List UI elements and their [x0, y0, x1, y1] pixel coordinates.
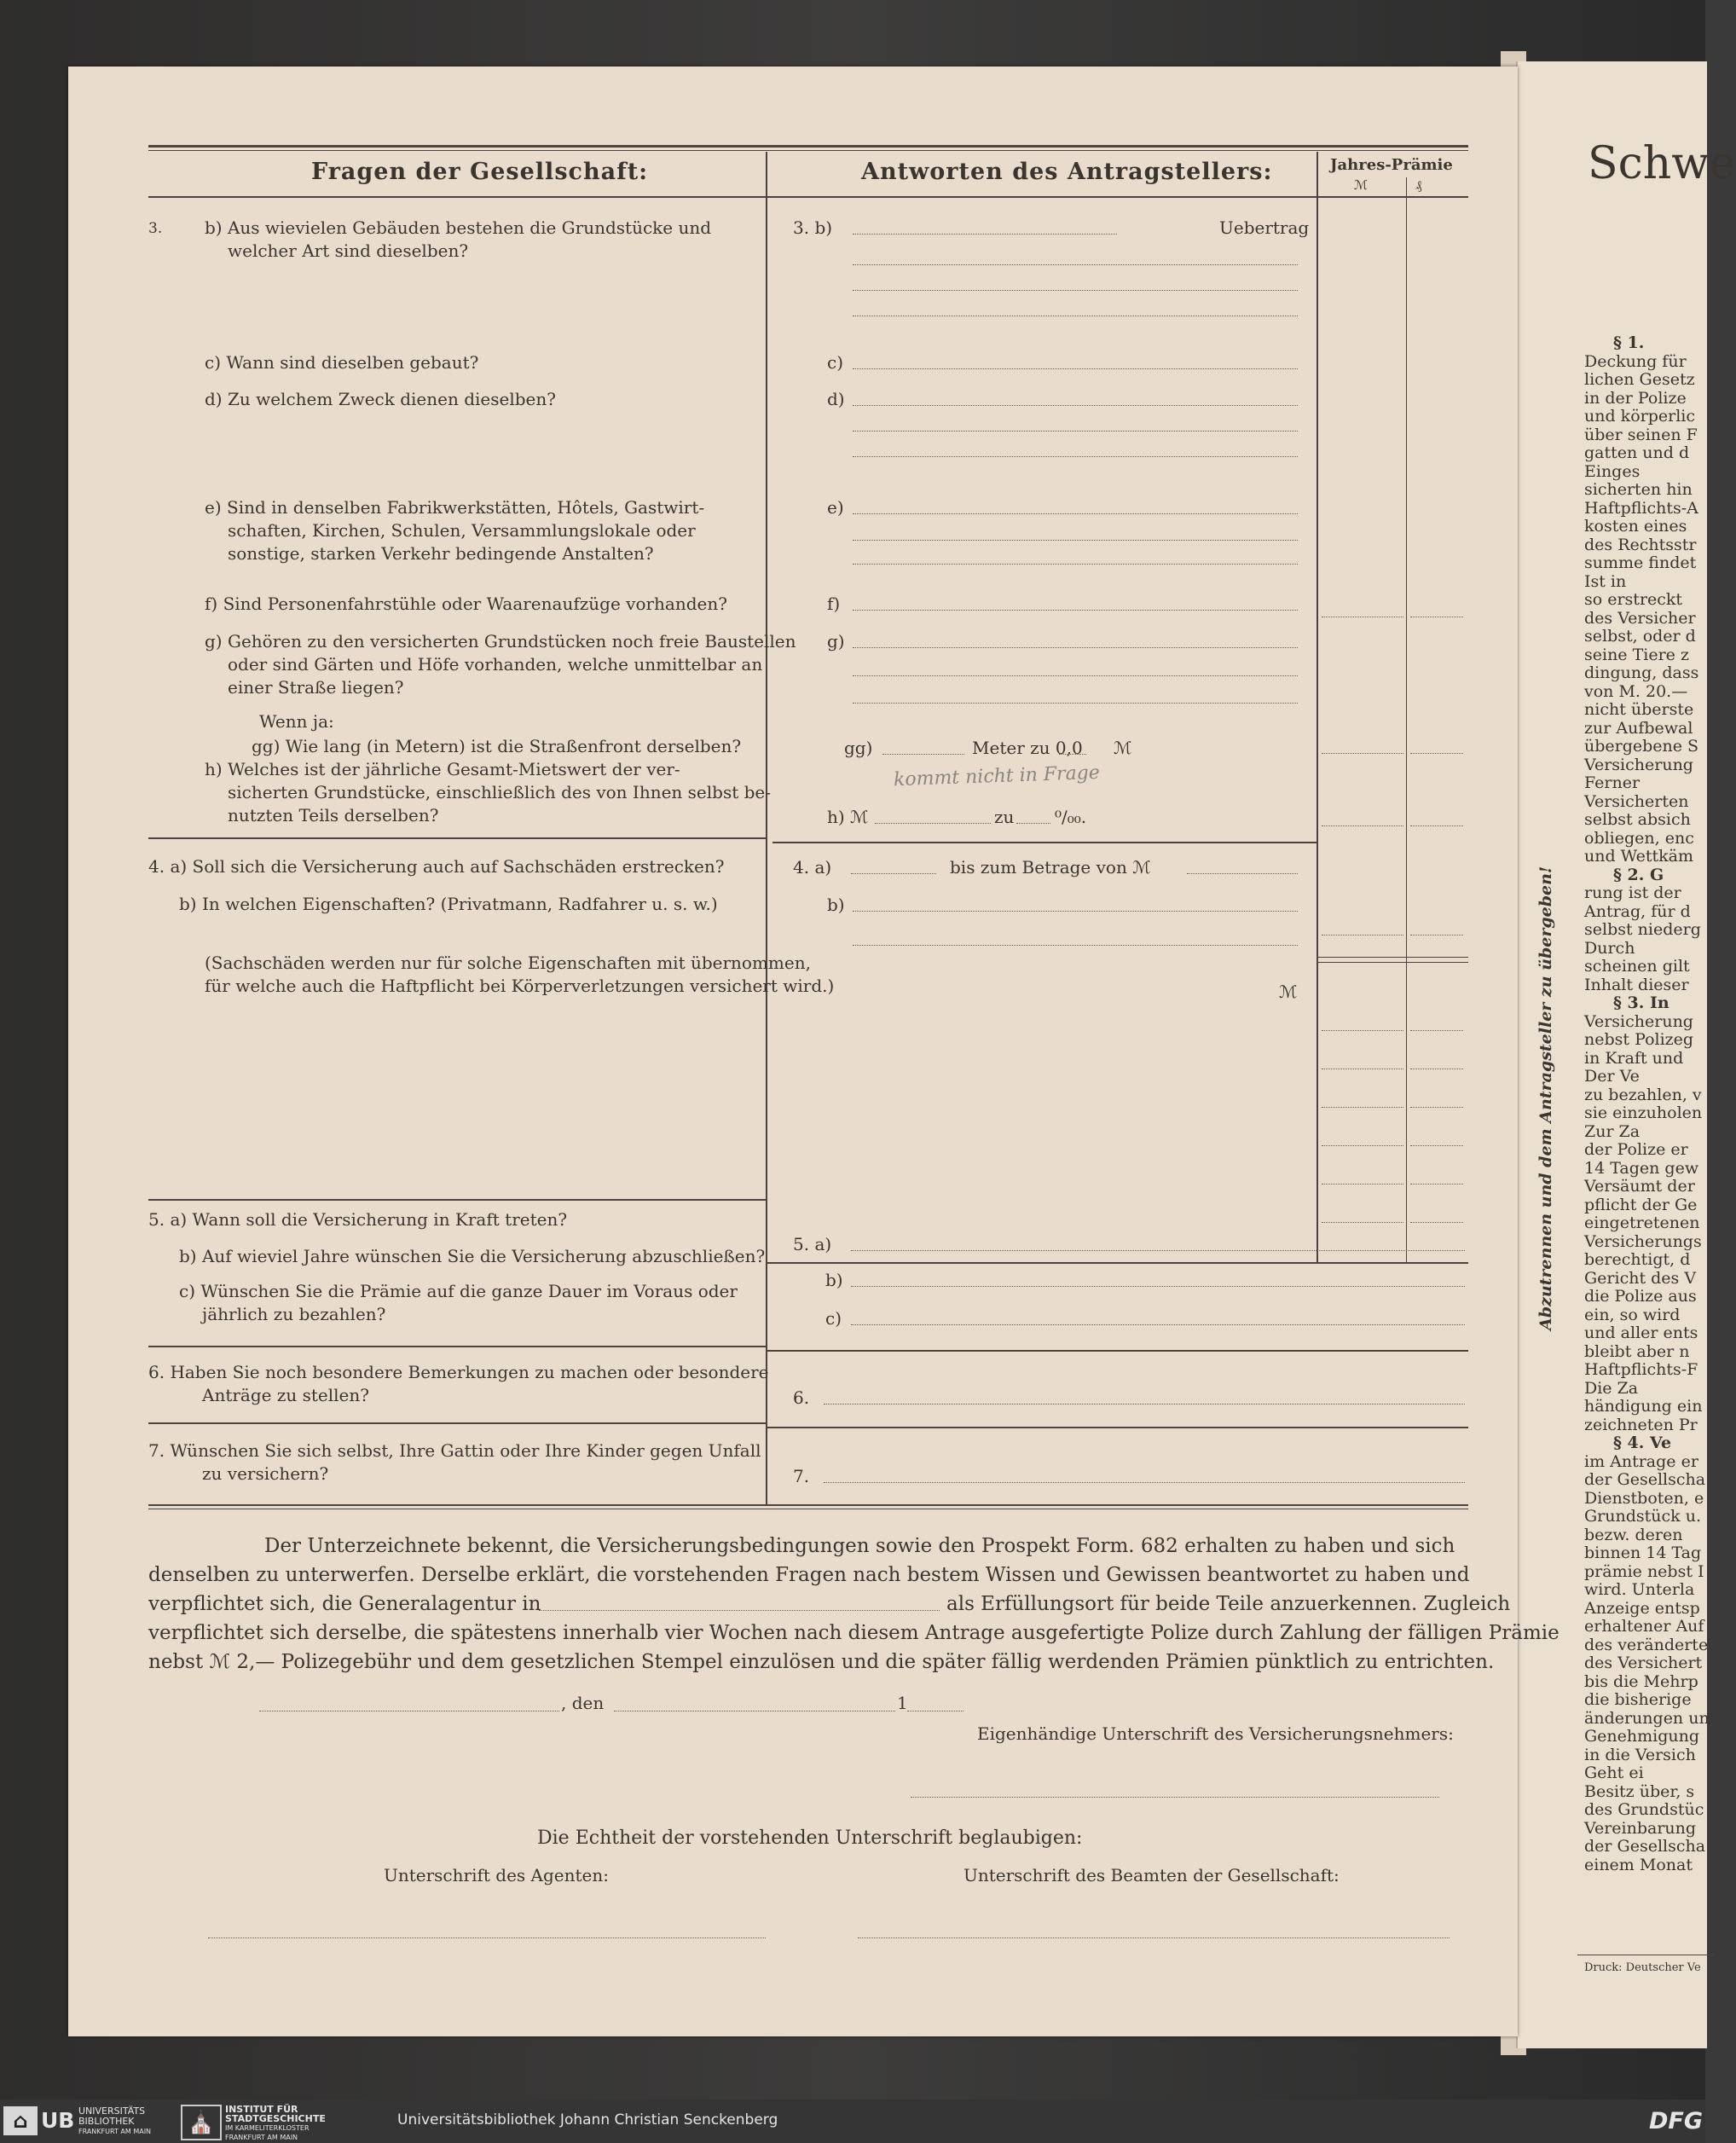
conditions-line: zeichneten Pr	[1584, 1415, 1698, 1434]
conditions-line: händigung ein	[1584, 1397, 1703, 1416]
conditions-line: dingung, dass	[1584, 663, 1699, 682]
declaration-line5: nebst ℳ 2,— Polizegebühr und dem gesetzlichen Stempel einzulösen und die später fällig werdenden Prämien pünktlich zu entrichten.	[148, 1651, 1495, 1673]
agent-signature-label: Unterschrift des Agenten:	[384, 1865, 609, 1885]
declaration-line4: verpflichtet sich derselbe, die spätestens innerhalb vier Wochen nach diesem Antrage ausgefertigte Polize durch Zahlung der fälligen Prämie	[148, 1622, 1560, 1644]
conditions-line: sicherten hin	[1584, 480, 1693, 499]
a3c-field[interactable]	[853, 368, 1298, 369]
conditions-line: in der Polize	[1584, 388, 1687, 408]
conditions-line: Genehmigung	[1584, 1727, 1700, 1746]
conditions-line: prämie nebst I	[1584, 1561, 1704, 1581]
generalagentur-field[interactable]	[539, 1610, 940, 1611]
q3h-line3: nutzten Teils derselben?	[228, 805, 439, 825]
conditions-line: Versicherten	[1584, 791, 1689, 811]
conditions-line: wird. Unterla	[1584, 1580, 1695, 1599]
a7-field[interactable]	[824, 1482, 1465, 1483]
column-divider	[766, 152, 767, 1506]
q3g-line1: g) Gehören zu den versicherten Grundstücken noch freie Baustellen	[205, 631, 796, 652]
conditions-line: rung ist der	[1584, 883, 1681, 902]
conditions-line: § 3. In	[1613, 993, 1669, 1012]
conditions-line: Ferner	[1584, 773, 1641, 792]
conditions-line: nebst Polizeg	[1584, 1030, 1694, 1049]
conditions-line: Ist in	[1584, 571, 1627, 591]
conditions-line: lichen Gesetz	[1584, 370, 1695, 389]
q4-note-line1: (Sachschäden werden nur für solche Eigenschaften mit übernommen,	[205, 953, 811, 973]
a3g-field[interactable]	[853, 647, 1298, 648]
conditions-line: Einges	[1584, 461, 1641, 481]
conditions-line: Haftpflichts-F	[1584, 1360, 1698, 1379]
conditions-line: selbst, oder d	[1584, 627, 1696, 646]
header-questions: Fragen der Gesellschaft:	[311, 159, 649, 185]
a3f-field[interactable]	[853, 610, 1298, 611]
official-signature-label: Unterschrift des Beamten der Gesellschaft:	[963, 1865, 1340, 1885]
conditions-line: Durch	[1584, 938, 1635, 958]
q4b: b) In welchen Eigenschaften? (Privatmann, Radfahrer u. s. w.)	[179, 894, 718, 914]
conditions-line: Versicherungs	[1584, 1231, 1702, 1251]
conditions-line: bis die Mehrp	[1584, 1671, 1698, 1691]
conditions-line: Vereinbarung	[1584, 1818, 1697, 1838]
conditions-line: § 2. G	[1613, 865, 1664, 884]
a3b-label: 3. b)	[793, 217, 833, 238]
year-field[interactable]	[907, 1711, 963, 1712]
q5c-line1: c) Wünschen Sie die Prämie auf die ganze Dauer im Voraus oder	[179, 1281, 738, 1301]
conditions-line: obliegen, enc	[1584, 828, 1694, 848]
conditions-line: zu bezahlen, v	[1584, 1085, 1702, 1104]
declaration-line3a: verpflichtet sich, die Generalagentur in	[148, 1593, 541, 1615]
conditions-line: des veränderte	[1584, 1635, 1709, 1654]
q3b-line2: welcher Art sind dieselben?	[228, 240, 469, 261]
conditions-line: bezw. deren	[1584, 1525, 1683, 1544]
conditions-line: und Wettkäm	[1584, 847, 1694, 866]
own-signature-field[interactable]	[911, 1797, 1439, 1798]
conditions-line: nicht überste	[1584, 700, 1694, 719]
conditions-line: Die Za	[1584, 1378, 1639, 1398]
handwritten-note: kommt nicht in Frage	[893, 762, 1101, 791]
a6-field[interactable]	[824, 1404, 1465, 1405]
conditions-line: selbst niederg	[1584, 920, 1701, 939]
q3c: c) Wann sind dieselben gebaut?	[205, 352, 479, 373]
conditions-line: Haftpflichts-A	[1584, 498, 1698, 518]
conditions-line: der Gesellscha	[1584, 1470, 1706, 1489]
conditions-line: sie einzuholen	[1584, 1103, 1703, 1122]
conditions-title: Schwe	[1588, 138, 1736, 189]
a5b-field[interactable]	[851, 1286, 1465, 1287]
q3gg: gg) Wie lang (in Metern) ist die Straßenfront derselben?	[252, 736, 742, 756]
conditions-line: Versicherung	[1584, 1011, 1693, 1031]
q3e-line1: e) Sind in denselben Fabrikwerkstätten, Hôtels, Gastwirt-	[205, 497, 705, 518]
form-page: Fragen der Gesellschaft: Antworten des Antragstellers: Jahres-Prämie ℳ ₰ 3. b) Aus wievielen Gebäuden bestehen die Grundstücke und welcher Art sind dieselben? c) Wann sind dieselben gebaut? d) Zu welchem Zweck dienen dieselben? e) Sind in denselben Fabrikwerkstätten, Hôtels, Gastwirt- schaften, Kirchen, Schulen, Versammlungslokale oder sonstige, starken Verkehr bedingende Anstalten? f) Sind Personenfahrstühle oder Waarenaufzüge vorhanden? g) Gehören zu den versicherten Grundstücken noch freie Baustellen oder sind Gärten und Höfe vorhanden, welche unmittelbar an einer Straße liegen? Wenn ja: gg) Wie lang (in Metern) ist die Straßenfront derselben? h) Welches ist der jährliche Gesamt-Mietswert der ver- sicherten Grundstücke, einschließlich des von Ihnen selbst be- nutzten Teils derselben? 3. b) Uebertrag c) d) e) f) g) gg) Meter zu 0,0 ℳ kommt nicht in Frage h) ℳ zu ⁰/₀₀. 4. a) Soll sich die Versicherung auch auf Sachschäden erstrecken? b) In welchen Eigenschaften? (Privatmann, Radfahrer u. s. w.) (Sachschäden werden nur für solche Eigenschaften mit übernommen, für welche auch die Haftpflicht bei Körperverletzungen versichert wird.) 4. a) bis zum Betrage von ℳ b) ℳ 5. a) Wann soll die Versicherung in Kraft treten? b) Auf wieviel Jahre wünschen Sie die Versicherung abzuschließen? c) Wünschen Sie die Prämie auf die ganze Dauer im Voraus oder jährlich zu bezahlen? 5. a) b) c) 6. Haben Sie noch besondere Bemerkungen zu machen oder besondere Anträge zu stellen? 6. 7. Wünschen Sie sich selbst, Ihre Gattin oder Ihre Kinder gegen Unfall zu versichern? 7. Der Unterzeichnete bekennt, die Versicherungsbedingungen sowie den Prospekt Form. 682 erhalten zu haben und sich denselben zu unterwerfen. Derselbe erklärt, die vorstehenden Fragen nach bestem Wissen und Gewissen beantwortet zu haben und verpflichtet sich, die Generalagentur in als Erfüllungsort für beide Teile anzuerkennen. Zugleich verpflichtet sich derselbe, die spätestens innerhalb vier Wochen nach diesem Antrage ausgefertigte Polize durch Zahlung der fälligen Prämie nebst ℳ 2,— Polizegebühr und dem gesetzlichen Stempel einzulösen und die später fällig werdenden Prämien pünktlich zu entrichten. , den 1 Eigenhändige Unterschrift des Versicherungsnehmers: Die Echtheit der vorstehenden Unterschrift beglaubigen: Unterschrift des Agenten: Unterschrift des Beamten der Gesellschaft:	[68, 67, 1518, 2036]
a3h-field[interactable]	[875, 823, 991, 824]
conditions-line: pflicht der Ge	[1584, 1195, 1698, 1214]
a3gg-field[interactable]	[882, 754, 964, 755]
conditions-line: in die Versich	[1584, 1745, 1696, 1764]
isg-logo-icon: ⛪	[181, 2105, 222, 2140]
q6-line2: Anträge zu stellen?	[202, 1385, 369, 1405]
q3g-line2: oder sind Gärten und Höfe vorhanden, welche unmittelbar an	[228, 654, 763, 675]
print-note: Druck: Deutscher Ve	[1584, 1961, 1701, 1974]
conditions-line: seine Tiere z	[1584, 645, 1689, 664]
verification-label: Die Echtheit der vorstehenden Unterschrift beglaubigen:	[537, 1827, 1083, 1849]
a5c-field[interactable]	[851, 1324, 1465, 1325]
conditions-line: in Kraft und	[1584, 1048, 1684, 1068]
conditions-line: summe findet	[1584, 553, 1697, 572]
declaration-line2: denselben zu unterwerfen. Derselbe erklärt, die vorstehenden Fragen nach bestem Wissen und Gewissen beantwortet zu haben und	[148, 1564, 1470, 1586]
q3e-line3: sonstige, starken Verkehr bedingende Anstalten?	[228, 543, 654, 564]
q4a: 4. a) Soll sich die Versicherung auch auf Sachschäden erstrecken?	[148, 856, 725, 877]
a3d-field[interactable]	[853, 405, 1298, 406]
ub-logo-icon: ⌂	[3, 2106, 38, 2135]
conditions-line: kosten eines	[1584, 517, 1687, 536]
conditions-line: Inhalt dieser	[1584, 975, 1689, 994]
conditions-line: Zur Za	[1584, 1121, 1641, 1141]
q5b: b) Auf wieviel Jahre wünschen Sie die Versicherung abzuschließen?	[179, 1246, 766, 1266]
q5c-line2: jährlich zu bezahlen?	[202, 1304, 386, 1324]
q4-note-line2: für welche auch die Haftpflicht bei Körperverletzungen versichert wird.)	[205, 976, 835, 996]
conditions-line: im Antrage er	[1584, 1451, 1698, 1471]
conditions-line: Grundstück u.	[1584, 1507, 1701, 1526]
conditions-line: des Versichert	[1584, 1654, 1703, 1672]
conditions-line: und körperlic	[1584, 407, 1695, 426]
q3h-line2: sicherten Grundstücke, einschließlich des von Ihnen selbst be-	[228, 782, 772, 802]
conditions-line: binnen 14 Tag	[1584, 1544, 1702, 1562]
q3h-line1: h) Welches ist der jährliche Gesamt-Mietswert der ver-	[205, 759, 680, 779]
conditions-line: des Versicher	[1584, 608, 1696, 628]
place-field[interactable]	[259, 1711, 559, 1712]
declaration-line1: Der Unterzeichnete bekennt, die Versicherungsbedingungen sowie den Prospekt Form. 682 erhalten zu haben und sich	[264, 1535, 1455, 1557]
a5a-field[interactable]	[851, 1250, 1465, 1251]
a4b-field[interactable]	[853, 911, 1298, 912]
conditions-line: übergebene S	[1584, 737, 1699, 756]
conditions-line: und aller ents	[1584, 1323, 1698, 1342]
q3g-line3: einer Straße liegen?	[228, 677, 404, 698]
library-credit: Universitätsbibliothek Johann Christian Senckenberg	[397, 2111, 778, 2129]
q5a: 5. a) Wann soll die Versicherung in Kraft treten?	[148, 1209, 568, 1230]
conditions-line: von M. 20.—	[1584, 681, 1688, 701]
conditions-line: zur Aufbewal	[1584, 718, 1693, 738]
conditions-line: über seinen F	[1584, 425, 1698, 444]
conditions-line: Geht ei	[1584, 1764, 1644, 1782]
conditions-line: einem Monat	[1584, 1855, 1693, 1874]
a3e-field[interactable]	[853, 513, 1298, 514]
conditions-line: Anzeige entsp	[1584, 1598, 1700, 1618]
q7-line1: 7. Wünschen Sie sich selbst, Ihre Gattin oder Ihre Kinder gegen Unfall	[148, 1440, 761, 1461]
conditions-line: eingetretenen	[1584, 1213, 1700, 1232]
conditions-line: erhaltener Auf	[1584, 1617, 1704, 1636]
conditions-line: Deckung für	[1584, 351, 1687, 371]
conditions-line: gatten und d	[1584, 443, 1690, 462]
q3f: f) Sind Personenfahrstühle oder Waarenaufzüge vorhanden?	[205, 594, 727, 614]
conditions-line: so erstreckt	[1584, 590, 1683, 609]
conditions-line: ein, so wird	[1584, 1305, 1681, 1324]
q3b-line1: b) Aus wievielen Gebäuden bestehen die Grundstücke und	[205, 217, 712, 238]
a3b-field[interactable]	[853, 234, 1117, 235]
conditions-line: änderungen un	[1584, 1708, 1710, 1728]
conditions-line: 14 Tagen gew	[1584, 1158, 1699, 1178]
q3-wenn-ja: Wenn ja:	[259, 711, 334, 732]
conditions-line: bleibt aber n	[1584, 1341, 1690, 1361]
vertical-instruction: Abzutrennen und dem Antragsteller zu übergeben!	[1536, 866, 1555, 1330]
header-currency-mark: ℳ	[1354, 177, 1369, 193]
official-signature-field[interactable]	[858, 1937, 1450, 1938]
header-currency-pfennig: ₰	[1415, 177, 1422, 193]
conditions-line: Versäumt der	[1584, 1177, 1695, 1196]
conditions-line: Gericht des V	[1584, 1268, 1697, 1288]
conditions-line: des Grundstüc	[1584, 1800, 1704, 1819]
conditions-line: § 4. Ve	[1613, 1433, 1672, 1452]
conditions-line: die bisherige	[1584, 1690, 1692, 1709]
q7-line2: zu versichern?	[202, 1463, 329, 1484]
conditions-line: § 1.	[1613, 333, 1645, 352]
conditions-line: der Gesellscha	[1584, 1837, 1706, 1856]
conditions-line: Besitz über, s	[1584, 1781, 1695, 1801]
conditions-line: Versicherung	[1584, 755, 1693, 774]
q3d: d) Zu welchem Zweck dienen dieselben?	[205, 389, 556, 409]
a4-amount-field[interactable]	[1187, 873, 1298, 874]
agent-signature-field[interactable]	[208, 1937, 766, 1938]
header-premium: Jahres-Prämie	[1330, 156, 1453, 174]
conditions-line: des Rechtsstr	[1584, 535, 1697, 554]
conditions-line: Dienstboten, e	[1584, 1488, 1704, 1508]
header-answers: Antworten des Antragstellers:	[861, 159, 1273, 185]
date-field[interactable]	[614, 1711, 895, 1712]
declaration-line3b: als Erfüllungsort für beide Teile anzuerkennen. Zugleich	[946, 1593, 1511, 1615]
a3-uebertrag: Uebertrag	[1219, 217, 1310, 238]
q6-line1: 6. Haben Sie noch besondere Bemerkungen zu machen oder besondere	[148, 1362, 769, 1382]
conditions-line: Der Ve	[1584, 1067, 1640, 1086]
a4a-field[interactable]	[851, 873, 936, 874]
conditions-line: die Polize aus	[1584, 1287, 1697, 1306]
conditions-line: berechtigt, d	[1584, 1250, 1691, 1269]
conditions-line: selbst absich	[1584, 810, 1691, 829]
dfg-logo: DFG	[1649, 2108, 1704, 2134]
q3e-line2: schaften, Kirchen, Schulen, Versammlungslokale oder	[228, 520, 696, 541]
digitization-footer: ⌂ UB UNIVERSITÄTS BIBLIOTHEK FRANKFURT AM MAIN ⛪ INSTITUT FÜR STADTGESCHICHTE IM KARMELITERKLOSTER FRANKFURT AM MAIN Universitätsbibliothek Johann Christian Senckenberg DFG	[0, 2100, 1705, 2143]
conditions-line: der Polize er	[1584, 1140, 1688, 1159]
conditions-line: Antrag, für d	[1584, 901, 1691, 921]
conditions-line: scheinen gilt	[1584, 957, 1690, 976]
own-signature-label: Eigenhändige Unterschrift des Versicherungsnehmers:	[977, 1723, 1454, 1744]
